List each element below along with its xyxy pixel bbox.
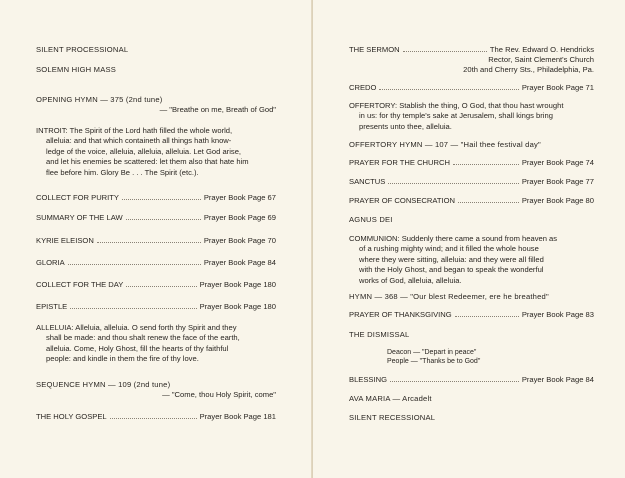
blessing-label: BLESSING	[349, 375, 387, 384]
blessing	[349, 375, 594, 385]
offertory-line: presents unto thee, alleluia.	[359, 121, 452, 131]
offertory-head: OFFERTORY: Stablish the thing, O God, that thou hast wrought	[349, 101, 564, 110]
sequence-hymn-title: — "Come, thou Holy Spirit, come"	[162, 390, 276, 399]
dot-leader	[68, 258, 201, 265]
consecration-ref: Prayer Book Page 80	[521, 196, 594, 205]
credo	[349, 83, 594, 93]
collect-day-label: COLLECT FOR THE DAY	[36, 280, 124, 289]
gloria	[36, 258, 276, 268]
thanksgiving-label: PRAYER OF THANKSGIVING	[349, 310, 452, 319]
credo-ref: Prayer Book Page 71	[521, 83, 594, 92]
credo-label: CREDO	[349, 83, 377, 92]
consecration-label: PRAYER OF CONSECRATION	[349, 196, 456, 205]
communion	[349, 234, 594, 286]
dot-leader	[122, 193, 201, 200]
dot-leader	[458, 196, 519, 203]
holy-gospel-label: THE HOLY GOSPEL	[36, 412, 107, 421]
dot-leader	[379, 83, 518, 90]
epistle-ref: Prayer Book Page 180	[199, 302, 276, 311]
agnus-dei: AGNUS DEI	[349, 215, 393, 224]
sermon-label: THE SERMON	[349, 45, 400, 54]
silent-recessional: SILENT RECESSIONAL	[349, 413, 436, 422]
gloria-ref: Prayer Book Page 84	[203, 258, 276, 267]
prayer-of-consecration	[349, 196, 594, 206]
dot-leader	[403, 45, 487, 52]
communion-head: COMMUNION: Suddenly there came a sound from heaven as	[349, 234, 558, 243]
dismissal-people: People — "Thanks be to God"	[387, 358, 481, 365]
communion-line: where they were sitting, alleluia: and they were all filled	[359, 254, 544, 264]
dot-leader	[97, 236, 201, 243]
kyrie-ref: Prayer Book Page 70	[203, 236, 276, 245]
offertory-hymn: OFFERTORY HYMN — 107 — "Hail thee festival day"	[349, 140, 541, 149]
opening-hymn: OPENING HYMN — 375 (2nd tune)	[36, 95, 163, 104]
dot-leader	[126, 280, 196, 287]
communion-line: of a rushing mighty wind; and it filled the whole house	[359, 244, 539, 254]
collect-for-purity	[36, 193, 276, 203]
hymn-368: HYMN — 368 — "Our blest Redeemer, ere he breathed"	[349, 292, 549, 301]
sermon-address: 20th and Cherry Sts., Philadelphia, Pa.	[463, 65, 594, 74]
summary-of-the-law	[36, 213, 276, 223]
blessing-ref: Prayer Book Page 84	[521, 375, 594, 384]
communion-line: works of God, alleluia, alleluia.	[359, 275, 462, 285]
holy-gospel-ref: Prayer Book Page 181	[199, 412, 276, 421]
alleluia-line: people: and kindle in them the fire of thy love.	[46, 354, 199, 364]
sermon-rector: Rector, Saint Clement's Church	[488, 55, 594, 64]
ava-maria: AVA MARIA — Arcadelt	[349, 394, 432, 403]
thanksgiving-ref: Prayer Book Page 83	[521, 310, 594, 319]
kyrie-label: KYRIE ELEISON	[36, 236, 94, 245]
introit-head: INTROIT: The Spirit of the Lord hath filled the whole world,	[36, 126, 233, 135]
dot-leader	[110, 412, 197, 419]
sermon	[349, 45, 594, 55]
summary-law-label: SUMMARY OF THE LAW	[36, 213, 123, 222]
introit-line: and let his enemies be scattered: let them also that hate him	[46, 157, 249, 167]
dot-leader	[388, 177, 519, 184]
prayer-of-thanksgiving	[349, 310, 594, 320]
alleluia-head: ALLELUIA: Alleluia, alleluia. O send forth thy Spirit and they	[36, 323, 237, 332]
introit-line: alleluia: and that which containeth all things hath know-	[46, 136, 232, 146]
prayer-church-label: PRAYER FOR THE CHURCH	[349, 158, 450, 167]
opening-hymn-title: — "Breathe on me, Breath of God"	[159, 105, 276, 114]
communion-line: with the Holy Ghost, and began to speak the wonderful	[359, 265, 544, 275]
collect-for-the-day	[36, 280, 276, 290]
sequence-hymn: SEQUENCE HYMN — 109 (2nd tune)	[36, 380, 171, 389]
introit-line: ledge of the voice, alleluia, alleluia, alleluia. Let God arise,	[46, 146, 242, 156]
prayer-church-ref: Prayer Book Page 74	[521, 158, 594, 167]
collect-purity-label: COLLECT FOR PURITY	[36, 193, 119, 202]
collect-day-ref: Prayer Book Page 180	[199, 280, 276, 289]
dismissal: THE DISMISSAL	[349, 330, 410, 339]
solemn-high-mass: SOLEMN HIGH MASS	[36, 65, 116, 74]
sanctus-label: SANCTUS	[349, 177, 386, 186]
kyrie-eleison	[36, 236, 276, 246]
alleluia-line: shall be made: and thou shalt renew the face of the earth,	[46, 333, 240, 343]
epistle	[36, 302, 276, 312]
gloria-label: GLORIA	[36, 258, 65, 267]
sanctus-ref: Prayer Book Page 77	[521, 177, 594, 186]
offertory-line: in us: for thy temple's sake at Jerusalem, shall kings bring	[359, 111, 553, 121]
sermon-preacher: The Rev. Edward O. Hendricks	[489, 45, 594, 54]
holy-gospel	[36, 412, 276, 422]
alleluia-line: alleluia. Come, Holy Ghost, fill the hearts of thy faithful	[46, 343, 229, 353]
prayer-for-the-church	[349, 158, 594, 168]
introit	[36, 126, 276, 178]
dot-leader	[126, 213, 201, 220]
offertory	[349, 101, 594, 132]
sanctus	[349, 177, 594, 187]
collect-purity-ref: Prayer Book Page 67	[203, 193, 276, 202]
alleluia	[36, 323, 276, 365]
dot-leader	[453, 158, 519, 165]
dismissal-deacon: Deacon — "Depart in peace"	[387, 349, 477, 356]
dot-leader	[390, 375, 519, 382]
dot-leader	[70, 302, 196, 309]
page-fold	[311, 0, 313, 478]
silent-processional: SILENT PROCESSIONAL	[36, 45, 129, 54]
epistle-label: EPISTLE	[36, 302, 68, 311]
dot-leader	[455, 310, 519, 317]
summary-law-ref: Prayer Book Page 69	[203, 213, 276, 222]
introit-line: flee before him. Glory Be . . . The Spirit (etc.).	[46, 167, 199, 177]
